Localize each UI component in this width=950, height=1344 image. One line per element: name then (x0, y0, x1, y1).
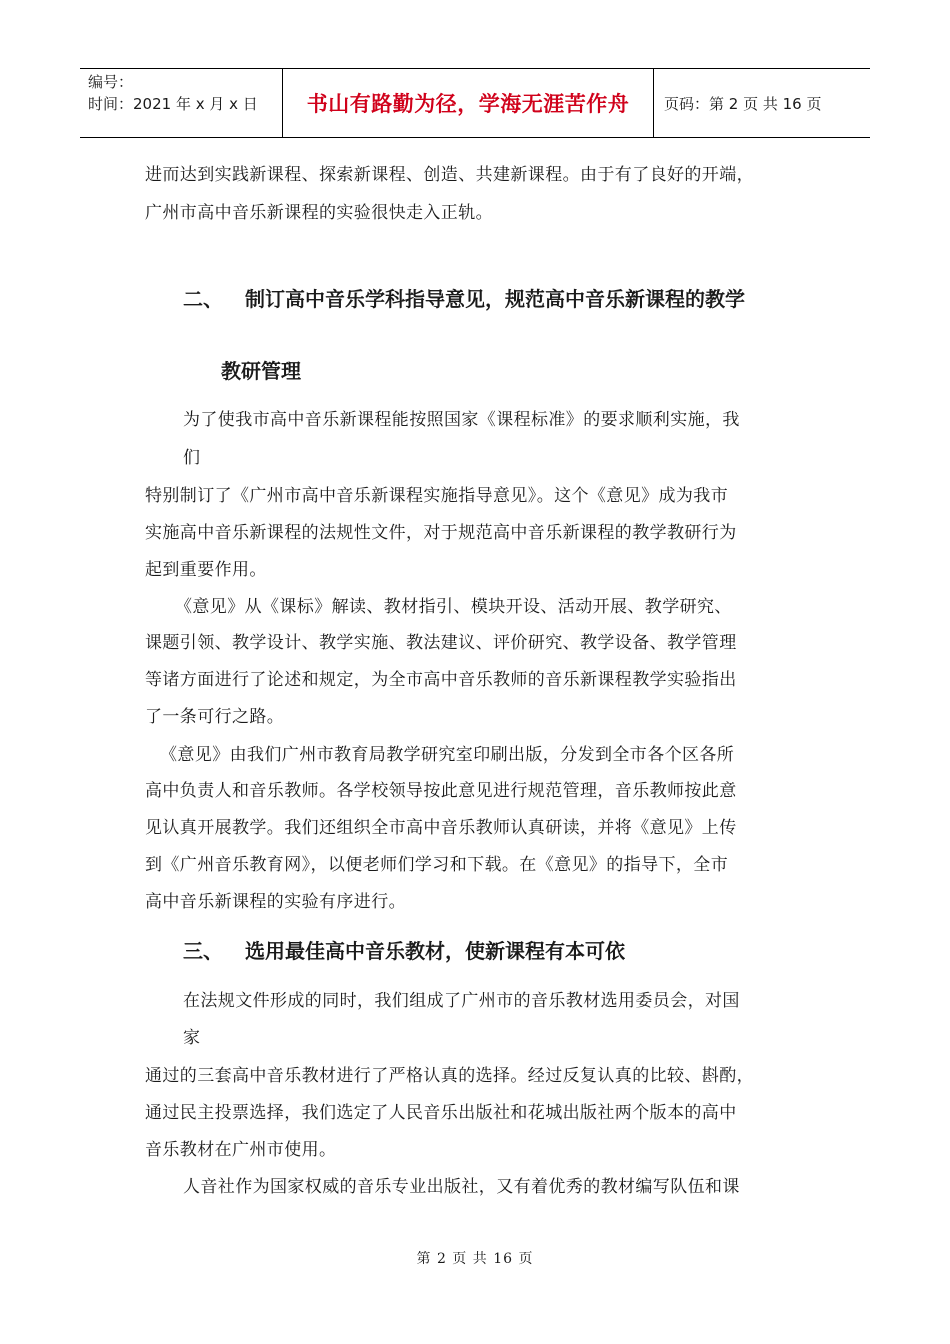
section-number: 二、 (183, 287, 223, 311)
paragraph-line: 高中负责人和音乐教师。各学校领导按此意见进行规范管理，音乐教师按此意 (145, 781, 737, 801)
paragraph-line: 《意见》从《课标》解读、教材指引、模块开设、活动开展、教学研究、 (175, 597, 732, 617)
paragraph-line: 等诸方面进行了论述和规定，为全市高中音乐教师的音乐新课程教学实验指出 (145, 670, 737, 690)
paragraph-line: 通过的三套高中音乐教材进行了严格认真的选择。经过反复认真的比较、斟酌， (145, 1066, 754, 1086)
section-heading (183, 283, 745, 312)
paragraph-line: 《意见》由我们广州市教育局教学研究室印刷出版，分发到全市各个区各所 (160, 745, 735, 765)
page-footer: 第 2 页 共 16 页 (416, 1251, 534, 1267)
paragraph-line: 广州市高中音乐新课程的实验很快走入正轨。 (145, 203, 493, 223)
page-header (80, 68, 870, 138)
paragraph-line: 在法规文件形成的同时，我们组成了广州市的音乐教材选用委员会，对国 (183, 991, 740, 1011)
paragraph-line: 到《广州音乐教育网》，以便老师们学习和下载。在《意见》的指导下，全市 (145, 855, 729, 875)
paragraph-line: 见认真开展教学。我们还组织全市高中音乐教师认真研读，并将《意见》上传 (145, 818, 737, 838)
paragraph-line: 起到重要作用。 (145, 560, 267, 580)
document-date: 时间：2021 年 x 月 x 日 (88, 95, 258, 113)
section-title: 选用最佳高中音乐教材，使新课程有本可依 (245, 939, 625, 963)
paragraph-line: 课题引领、教学设计、教学实施、教法建议、评价研究、教学设备、教学管理 (145, 633, 737, 653)
paragraph-line: 特别制订了《广州市高中音乐新课程实施指导意见》。这个《意见》成为我市 (145, 486, 729, 506)
paragraph-line: 高中音乐新课程的实验有序进行。 (145, 892, 406, 912)
header-motto-cell (282, 69, 654, 137)
section-heading (183, 935, 625, 964)
section-heading-continued: 教研管理 (221, 359, 301, 383)
header-motto: 书山有路勤为径，学海无涯苦作舟 (306, 92, 630, 116)
header-meta (80, 69, 282, 137)
paragraph-line: 通过民主投票选择，我们选定了人民音乐出版社和花城出版社两个版本的高中 (145, 1103, 737, 1123)
section-number: 三、 (183, 939, 223, 963)
section-title: 制订高中音乐学科指导意见，规范高中音乐新课程的教学 (245, 287, 745, 311)
header-page-number: 页码：第 2 页 共 16 页 (664, 94, 822, 113)
paragraph-line: 音乐教材在广州市使用。 (145, 1140, 337, 1160)
paragraph-line: 进而达到实践新课程、探索新课程、创造、共建新课程。由于有了良好的开端， (145, 165, 754, 185)
document-number: 编号： (88, 73, 134, 91)
paragraph-line: 实施高中音乐新课程的法规性文件，对于规范高中音乐新课程的教学教研行为 (145, 523, 737, 543)
header-page-cell (654, 69, 870, 137)
paragraph-line: 了一条可行之路。 (145, 707, 285, 727)
paragraph-line: 为了使我市高中音乐新课程能按照国家《课程标准》的要求顺利实施，我 (183, 410, 740, 430)
paragraph-line: 们 (183, 448, 201, 468)
paragraph-line: 家 (183, 1028, 201, 1048)
paragraph-line: 人音社作为国家权威的音乐专业出版社，又有着优秀的教材编写队伍和课 (183, 1177, 740, 1197)
